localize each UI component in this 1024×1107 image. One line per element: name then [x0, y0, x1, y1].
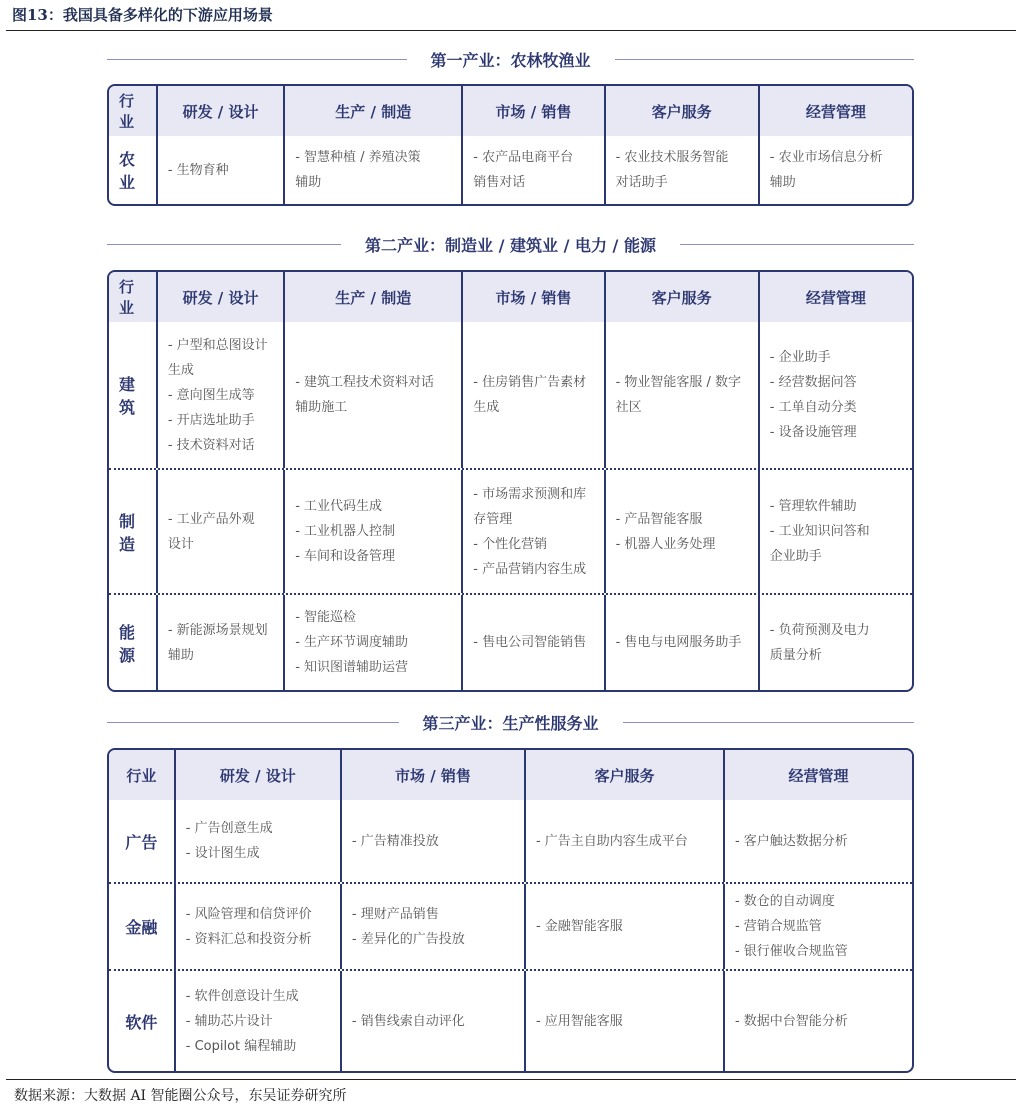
industry-label: 软件	[109, 971, 176, 1071]
table-cell	[176, 800, 342, 882]
table-cell	[158, 595, 285, 690]
cell-line: - 农业市场信息分析	[769, 150, 883, 165]
column-header: 经营管理	[805, 102, 866, 121]
cell-line: - 工业代码生成	[295, 499, 383, 514]
section-title: 第一产业：农林牧渔业	[430, 50, 591, 70]
column-header: 经营管理	[788, 766, 849, 785]
cell-line: - 户型和总图设计	[167, 337, 268, 353]
table-cell	[606, 322, 760, 468]
table-cell	[760, 470, 912, 593]
table-cell	[342, 971, 526, 1071]
industry-label: 能源	[109, 595, 158, 690]
cell-line: - 设备设施管理	[769, 425, 857, 440]
cell-line: 质量分析	[769, 647, 822, 663]
cell-line: - 应用智能客服	[535, 1013, 623, 1029]
industry-label: 广告	[109, 800, 176, 882]
cell-line: - 个性化营销	[473, 536, 548, 552]
table-cell	[725, 884, 912, 969]
cell-line: 社区	[615, 400, 642, 415]
cell-line: - 工业产品外观	[167, 511, 255, 527]
section-title: 第二产业：制造业 / 建筑业 / 电力 / 能源	[365, 235, 656, 255]
column-header: 经营管理	[805, 288, 866, 307]
cell-line: - 管理软件辅助	[769, 499, 857, 514]
column-header: 市场 / 销售	[463, 272, 605, 322]
cell-line: - 生物育种	[167, 162, 229, 178]
cell-line: - 物业智能客服 / 数字	[615, 375, 742, 390]
column-header: 研发 / 设计	[158, 86, 285, 136]
cell-line: 销售对话	[473, 175, 526, 190]
cell-lines	[168, 158, 229, 183]
cell-line: - 智慧种植 / 养殖决策	[295, 150, 421, 165]
column-header: 行业	[109, 750, 176, 800]
cell-lines	[186, 902, 312, 952]
cell-line: - 银行催收合规监管	[734, 944, 848, 959]
cell-line: - 农业技术服务智能	[615, 150, 729, 165]
cell-lines	[616, 630, 742, 655]
cell-lines	[168, 507, 255, 557]
cell-line: - 数仓的自动调度	[734, 894, 835, 909]
cell-lines	[352, 829, 439, 854]
cell-line: 设计	[167, 536, 194, 552]
cell-line: - 销售线索自动评化	[351, 1013, 465, 1029]
table-row	[109, 882, 912, 969]
table-primary-industry	[107, 84, 914, 206]
section-heading-secondary	[107, 233, 914, 255]
column-header: 客户服务	[606, 272, 760, 322]
table-cell	[606, 595, 760, 690]
industry-label: 制造	[109, 470, 158, 593]
cell-lines	[473, 630, 586, 655]
table-cell	[463, 470, 605, 593]
cell-line: 辅助	[295, 175, 322, 190]
table-cell	[342, 800, 526, 882]
cell-line: - 负荷预测及电力	[769, 622, 870, 638]
cell-line: 存管理	[473, 511, 513, 527]
table-cell	[760, 136, 912, 204]
heading-line-right	[615, 59, 915, 60]
cell-line: - 建筑工程技术资料对话	[295, 375, 435, 390]
column-header: 研发 / 设计	[176, 750, 342, 800]
cell-line: - 金融智能客服	[535, 919, 623, 934]
cell-lines	[616, 507, 716, 557]
cell-lines	[473, 482, 586, 582]
cell-line: - 车间和设备管理	[295, 549, 396, 564]
cell-line: - 软件创意设计生成	[185, 988, 299, 1004]
cell-line: - 辅助芯片设计	[185, 1013, 273, 1029]
column-header: 客户服务	[526, 750, 725, 800]
cell-line: - 数据中台智能分析	[734, 1013, 848, 1029]
cell-line: - 广告创意生成	[185, 821, 273, 836]
cell-line: - 差异化的广告投放	[351, 931, 465, 947]
heading-line-left	[107, 59, 407, 60]
table-cell	[285, 595, 463, 690]
cell-lines	[735, 889, 848, 964]
cell-line: - 设计图生成	[185, 846, 260, 861]
cell-lines	[770, 145, 883, 195]
cell-line: - 产品智能客服	[615, 511, 703, 527]
table-cell	[342, 884, 526, 969]
table-cell	[760, 595, 912, 690]
table-cell	[158, 136, 285, 204]
cell-line: - 技术资料对话	[167, 437, 255, 453]
column-header: 行业	[109, 86, 158, 136]
industry-label: 金融	[109, 884, 176, 969]
industry-label: 农业	[109, 136, 158, 204]
table-cell	[526, 800, 725, 882]
header-row	[109, 86, 912, 136]
cell-line: - 新能源场景规划	[167, 622, 268, 638]
source-note: 数据来源：大数据 AI 智能圈公众号，东吴证券研究所	[14, 1088, 347, 1104]
cell-lines	[473, 370, 586, 420]
section-title: 第三产业：生产性服务业	[422, 713, 599, 733]
table-cell	[725, 971, 912, 1071]
heading-line-right	[680, 244, 914, 245]
column-header: 生产 / 制造	[285, 86, 463, 136]
cell-line: - 广告主自助内容生成平台	[535, 833, 688, 849]
cell-line: 辅助施工	[295, 400, 348, 415]
cell-lines	[186, 816, 273, 866]
table-cell	[176, 884, 342, 969]
table-cell	[285, 470, 463, 593]
cell-line: - 意向图生成等	[167, 387, 255, 403]
section-heading-primary	[107, 48, 914, 70]
table-cell	[158, 470, 285, 593]
cell-line: 辅助	[167, 647, 194, 663]
table-row	[109, 468, 912, 593]
cell-lines	[352, 1009, 465, 1034]
table-cell	[606, 470, 760, 593]
cell-line: 生成	[473, 400, 500, 415]
table-row	[109, 322, 912, 468]
cell-line: - 产品营销内容生成	[473, 561, 587, 577]
column-header: 客户服务	[606, 86, 760, 136]
cell-lines	[295, 370, 434, 420]
table-cell	[463, 322, 605, 468]
top-rule	[6, 30, 1016, 31]
cell-lines	[168, 618, 268, 668]
cell-lines	[536, 1009, 623, 1034]
cell-lines	[735, 829, 848, 854]
cell-lines	[770, 345, 857, 445]
cell-line: - 资料汇总和投资分析	[185, 931, 312, 947]
cell-line: - 经营数据问答	[769, 375, 857, 390]
cell-line: - 生产环节调度辅助	[295, 635, 409, 650]
table-cell	[285, 322, 463, 468]
table-row	[109, 136, 912, 204]
cell-lines	[616, 145, 729, 195]
cell-line: - 广告精准投放	[351, 833, 439, 849]
cell-line: - 工业知识问答和	[769, 524, 870, 539]
cell-line: - 机器人业务处理	[615, 536, 716, 552]
cell-line: - 知识图谱辅助运营	[295, 660, 409, 675]
figure-title: 图13：我国具备多样化的下游应用场景	[12, 6, 273, 24]
table-cell	[463, 595, 605, 690]
column-header: 市场 / 销售	[463, 86, 605, 136]
cell-line: - 工业机器人控制	[295, 524, 396, 539]
table-cell	[176, 971, 342, 1071]
table-cell	[526, 971, 725, 1071]
table-cell	[463, 136, 605, 204]
bottom-rule	[6, 1079, 1016, 1080]
cell-lines	[770, 494, 870, 569]
table-row	[109, 800, 912, 882]
cell-line: - 售电与电网服务助手	[615, 635, 742, 650]
cell-line: - 住房销售广告素材	[473, 375, 587, 390]
cell-lines	[295, 605, 408, 680]
cell-lines	[770, 618, 870, 668]
cell-line: 对话助手	[615, 175, 668, 190]
cell-lines	[295, 145, 420, 195]
cell-line: - 客户触达数据分析	[734, 833, 848, 849]
cell-line: - Copilot 编程辅助	[185, 1038, 297, 1054]
column-header: 研发 / 设计	[158, 272, 285, 322]
cell-line: - 市场需求预测和库	[473, 486, 587, 502]
industry-label: 建筑	[109, 322, 158, 468]
cell-line: - 农产品电商平台	[473, 150, 574, 165]
cell-lines	[168, 333, 268, 458]
table-cell	[526, 884, 725, 969]
cell-line: 企业助手	[769, 549, 822, 564]
cell-line: - 开店选址助手	[167, 412, 255, 428]
column-header: 市场 / 销售	[342, 750, 526, 800]
column-header: 生产 / 制造	[285, 272, 463, 322]
cell-line: - 售电公司智能销售	[473, 635, 587, 650]
table-tertiary-industry	[107, 748, 914, 1073]
cell-line: - 营销合规监管	[734, 919, 822, 934]
table-secondary-industry	[107, 270, 914, 692]
table-cell	[606, 136, 760, 204]
cell-lines	[616, 370, 741, 420]
cell-lines	[295, 494, 395, 569]
heading-line-left	[107, 244, 341, 245]
cell-line: - 风险管理和信贷评价	[185, 906, 312, 922]
cell-lines	[473, 145, 573, 195]
header-row	[109, 750, 912, 800]
cell-lines	[352, 902, 465, 952]
cell-lines	[536, 829, 688, 854]
header-row	[109, 272, 912, 322]
cell-line: - 工单自动分类	[769, 400, 857, 415]
heading-line-left	[107, 722, 399, 723]
cell-line: - 企业助手	[769, 350, 831, 365]
table-cell	[760, 322, 912, 468]
table-row	[109, 593, 912, 690]
table-cell	[285, 136, 463, 204]
cell-lines	[735, 1009, 848, 1034]
table-cell	[158, 322, 285, 468]
heading-line-right	[623, 722, 915, 723]
cell-lines	[536, 914, 623, 939]
cell-line: - 智能巡检	[295, 610, 357, 625]
section-heading-tertiary	[107, 711, 914, 733]
table-cell	[725, 800, 912, 882]
cell-lines	[186, 984, 299, 1059]
cell-line: 生成	[167, 362, 194, 378]
table-row	[109, 969, 912, 1071]
cell-line: - 理财产品销售	[351, 906, 439, 922]
column-header: 行业	[109, 272, 158, 322]
cell-line: 辅助	[769, 175, 796, 190]
